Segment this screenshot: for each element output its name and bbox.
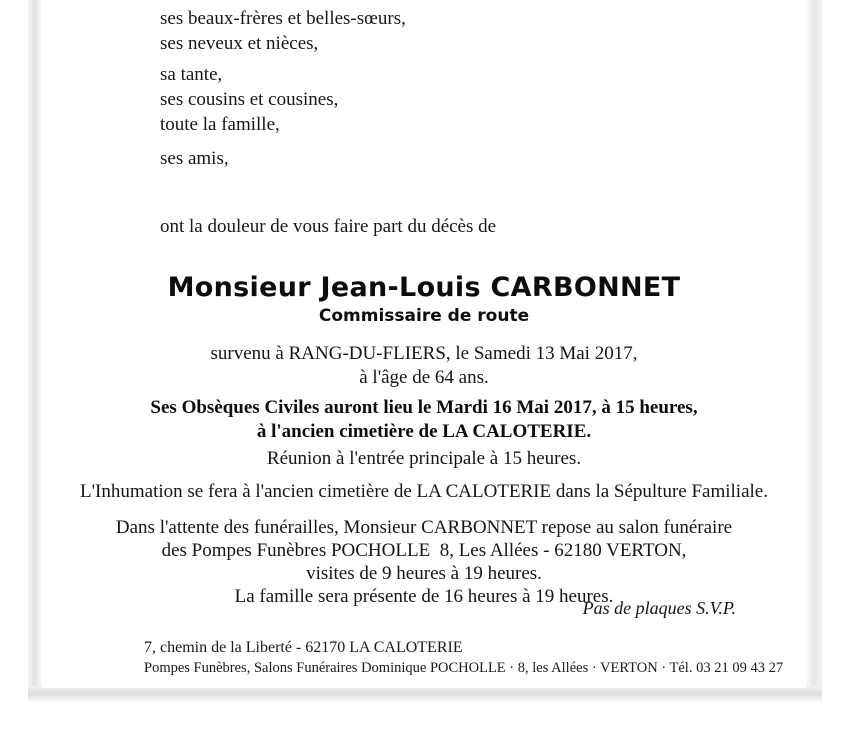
deceased-name: Monsieur Jean-Louis CARBONNET	[167, 272, 681, 303]
relatives-group-4	[160, 146, 229, 171]
death-details	[42, 342, 806, 390]
funeral-home-line: Dans l'attente des funérailles, Monsieur CARBONNET repose au salon funéraire	[115, 517, 733, 538]
relatives-group-1	[160, 6, 406, 56]
relatives-line: ses amis,	[160, 148, 229, 169]
ceremony-line: à l'ancien cimetière de LA CALOTERIE.	[256, 421, 592, 442]
relatives-line: sa tante,	[160, 64, 223, 85]
deceased-role: Commissaire de route	[318, 306, 530, 326]
relatives-group-3	[160, 112, 280, 137]
relatives-line: ses beaux-frères et belles-sœurs,	[160, 8, 406, 29]
funeral-home-line: La famille sera présente de 16 heures à 19 heures.	[234, 586, 614, 607]
death-notice-card	[42, 0, 806, 688]
funeral-home-line: des Pompes Funèbres POCHOLLE 8, Les Allées - 62180 VERTON,	[161, 540, 687, 561]
ceremony-details	[42, 396, 806, 444]
notice-content	[42, 0, 806, 688]
reunion-note: Réunion à l'entrée principale à 15 heures.	[266, 448, 582, 469]
funeral-home-details	[42, 516, 806, 608]
page-edge-right	[806, 0, 822, 700]
announcement-text: ont la douleur de vous faire part du décès de	[160, 216, 497, 237]
relatives-line: ses neveux et nièces,	[160, 33, 319, 54]
page-edge-left	[28, 0, 42, 700]
plaques-note: Pas de plaques S.V.P.	[582, 598, 736, 618]
footer-address: 7, chemin de la Liberté - 62170 LA CALOTERIE	[144, 639, 463, 656]
relatives-line: toute la famille,	[160, 114, 280, 135]
relatives-group-2	[160, 62, 338, 112]
ceremony-line: Ses Obsèques Civiles auront lieu le Mardi 16 Mai 2017, à 15 heures,	[150, 397, 698, 418]
page-edge-bottom	[28, 686, 822, 702]
death-details-line: à l'âge de 64 ans.	[359, 367, 489, 388]
funeral-home-line: visites de 9 heures à 19 heures.	[306, 563, 542, 584]
relatives-line: ses cousins et cousines,	[160, 89, 339, 110]
inhumation-note: L'Inhumation se fera à l'ancien cimetière de LA CALOTERIE dans la Sépulture Familiale.	[80, 481, 768, 502]
death-details-line: survenu à RANG-DU-FLIERS, le Samedi 13 Mai 2017,	[210, 343, 638, 364]
footer-company: Pompes Funèbres, Salons Funéraires Dominique POCHOLLE · 8, les Allées · VERTON · Tél. 03 21 09 43 27	[144, 660, 784, 676]
